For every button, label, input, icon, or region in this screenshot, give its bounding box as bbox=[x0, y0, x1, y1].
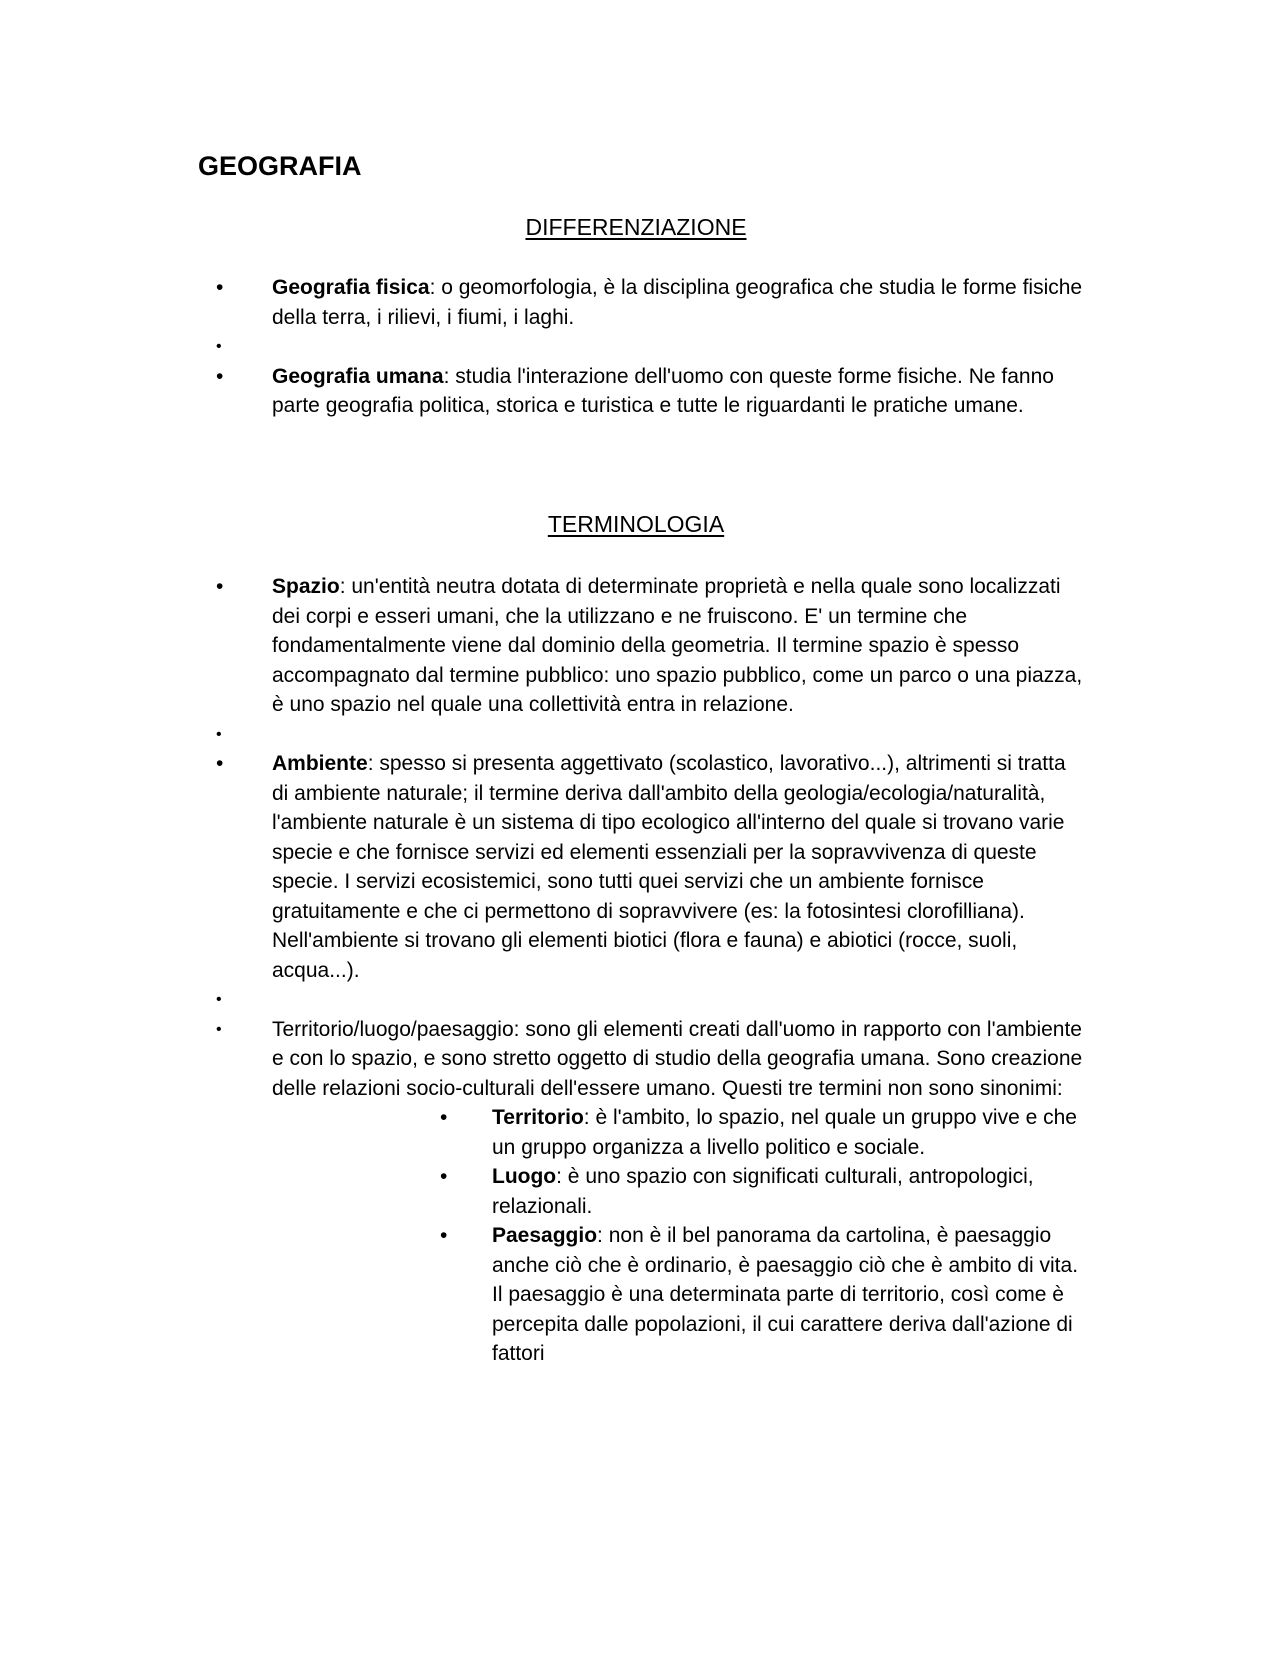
bullet-icon: • bbox=[216, 276, 224, 299]
sub-list-item-territorio bbox=[440, 1103, 1084, 1162]
term-label: Geografia fisica bbox=[272, 276, 430, 299]
bullet-icon: • bbox=[216, 725, 222, 743]
sub-list-item-luogo bbox=[440, 1162, 1084, 1221]
list-item-geografia-umana bbox=[0, 362, 1084, 421]
bullet-icon: • bbox=[216, 338, 222, 355]
empty-list-item bbox=[0, 332, 1084, 362]
sub-list-item-paesaggio bbox=[440, 1221, 1084, 1369]
term-definition: : non è il bel panorama da cartolina, è paesaggio anche ciò che è ordinario, è paesaggio ciò che è ambito di vita. Il paesaggio è una determinata parte di territorio, così come è percepita dalle popolazioni, il cui carattere deriva dall'azione di fattori bbox=[492, 1224, 1079, 1365]
term-label: Geografia umana bbox=[272, 364, 444, 388]
term-label: Spazio bbox=[272, 575, 340, 598]
term-label: Luogo bbox=[492, 1165, 557, 1188]
bullet-icon: • bbox=[216, 1020, 222, 1038]
bullet-icon: • bbox=[216, 991, 222, 1008]
differenziazione-list bbox=[0, 273, 1280, 421]
term-definition: : studia l'interazione dell'uomo con queste forme fisiche. Ne fanno parte geografia politica, storica e turistica e tutte le riguardanti le pratiche umane. bbox=[272, 364, 1054, 417]
section-heading-differenziazione: DIFFERENZIAZIONE bbox=[525, 214, 747, 240]
term-definition: : è uno spazio con significati culturali, antropologici, relazionali. bbox=[492, 1165, 1034, 1218]
list-item-territorio-luogo-paesaggio bbox=[0, 1015, 1084, 1369]
list-item-geografia-fisica bbox=[0, 273, 1084, 332]
empty-list-item bbox=[0, 985, 1084, 1015]
list-item-ambiente bbox=[0, 749, 1084, 985]
bullet-icon: • bbox=[440, 1106, 448, 1129]
term-definition: : è l'ambito, lo spazio, nel quale un gruppo vive e che un gruppo organizza a livello politico e sociale. bbox=[492, 1106, 1077, 1159]
bullet-icon: • bbox=[216, 364, 224, 388]
list-item-spazio bbox=[0, 572, 1084, 720]
bullet-icon: • bbox=[440, 1224, 448, 1247]
term-definition: : un'entità neutra dotata di determinate proprietà e nella quale sono localizzati dei corpi e esseri umani, che la utilizzano e ne fruiscono. E' un termine che fondamentalmente viene dal dominio della geometria. Il termine spazio è spesso accompagnato dal termine pubblico: uno spazio pubblico, come un parco o una piazza, è uno spazio nel quale una collettività entra in relazione. bbox=[272, 575, 1083, 716]
bullet-icon: • bbox=[216, 752, 224, 775]
term-label: Paesaggio bbox=[492, 1224, 598, 1247]
term-label: Ambiente bbox=[272, 752, 368, 775]
bullet-icon: • bbox=[440, 1165, 448, 1188]
term-definition: Territorio/luogo/paesaggio: sono gli elementi creati dall'uomo in rapporto con l'ambiente e con lo spazio, e sono stretto oggetto di studio della geografia umana. Sono creazione delle relazioni socio-culturali dell'essere umano. Questi tre termini non sono sinonimi: bbox=[272, 1017, 1083, 1100]
section-heading-terminologia: TERMINOLOGIA bbox=[547, 511, 725, 537]
document-title: GEOGRAFIA bbox=[198, 151, 362, 181]
term-label: Territorio bbox=[492, 1106, 584, 1129]
bullet-icon: • bbox=[216, 575, 224, 598]
empty-list-item bbox=[0, 720, 1084, 750]
term-definition: : spesso si presenta aggettivato (scolastico, lavorativo...), altrimenti si tratta di ambiente naturale; il termine deriva dall'ambito della geologia/ecologia/naturalità, l'ambiente naturale è un sistema di tipo ecologico all'interno del quale si trovano varie specie e che fornisce servizi ed elementi essenziali per la sopravvivenza di queste specie. I servizi ecosistemici, sono tutti quei servizi che un ambiente fornisce gratuitamente e che ci permettono di sopravvivere (es: la fotosintesi clorofilliana). Nell'ambiente si trovano gli elementi biotici (flora e fauna) e abiotici (rocce, suoli, acqua...). bbox=[272, 752, 1066, 982]
term-definition: : o geomorfologia, è la disciplina geografica che studia le forme fisiche della terra, i rilievi, i fiumi, i laghi. bbox=[272, 276, 1083, 329]
terminologia-list bbox=[0, 572, 1280, 1369]
nested-list bbox=[272, 1103, 1084, 1369]
